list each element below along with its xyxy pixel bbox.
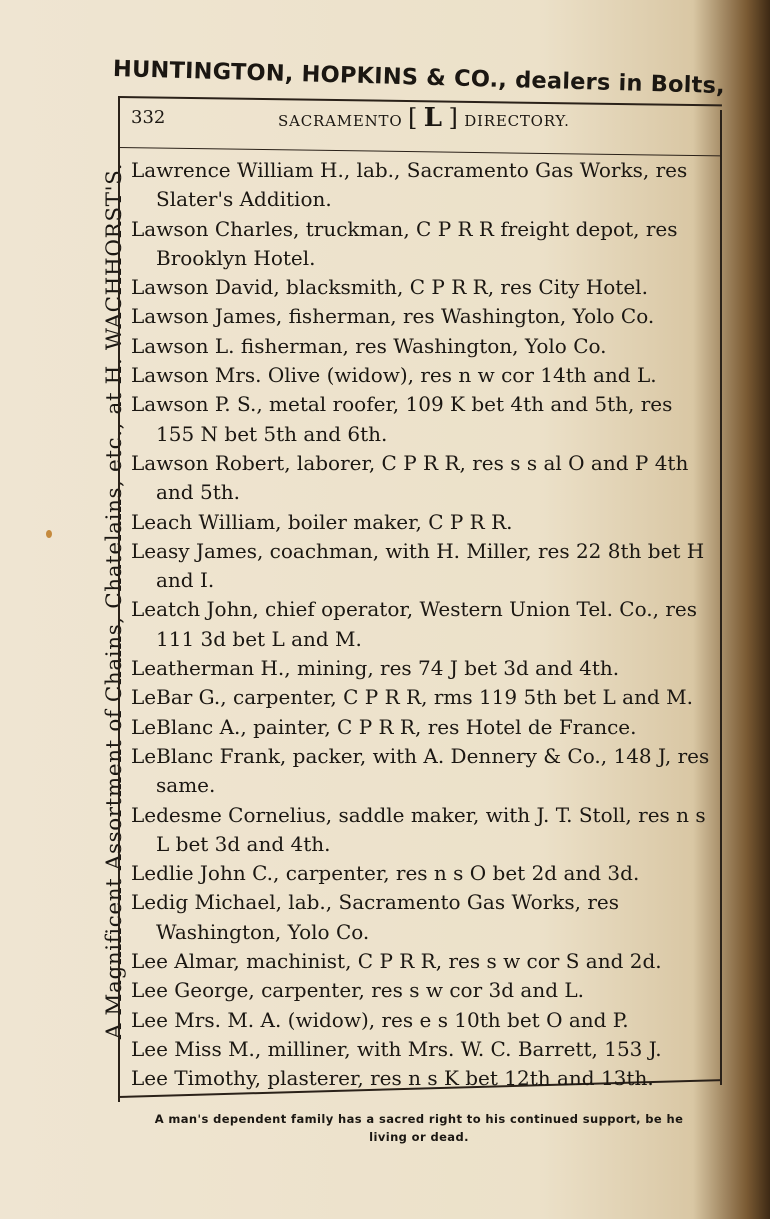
directory-entry: Lee Mrs. M. A. (widow), res e s 10th bet O and P. <box>131 1007 629 1032</box>
header-bracket-close: ] <box>448 104 459 132</box>
page-number: 332 <box>131 107 166 128</box>
header-directory: DIRECTORY. <box>464 112 570 130</box>
header-city: SACRAMENTO <box>278 112 403 130</box>
directory-entry: Lee George, carpenter, res s w cor 3d and L. <box>131 978 584 1003</box>
header-bracket-open: [ <box>408 104 419 132</box>
directory-entries <box>131 156 716 1094</box>
top-advertisement: HUNTINGTON, HOPKINS & CO., dealers in Bolts, <box>112 56 726 100</box>
footer-motto <box>114 1110 724 1146</box>
directory-entry: Leasy James, coachman, with H. Miller, res 22 8th bet H and I. <box>131 538 705 593</box>
directory-entry: Lee Miss M., milliner, with Mrs. W. C. Barrett, 153 J. <box>131 1036 662 1061</box>
directory-entry: Lawson Robert, laborer, C P R R, res s s al O and P 4th and 5th. <box>131 450 689 505</box>
directory-entry: Leach William, boiler maker, C P R R. <box>131 509 513 534</box>
directory-entry: Lawson L. fisherman, res Washington, Yolo Co. <box>131 333 607 358</box>
directory-entry: Lawson David, blacksmith, C P R R, res City Hotel. <box>131 275 648 300</box>
footer-line-2: living or dead. <box>369 1130 469 1144</box>
footer-line-1: A man's dependent family has a sacred right to his continued support, be he <box>154 1112 684 1126</box>
running-header <box>278 103 570 133</box>
directory-entry: Leatherman H., mining, res 74 J bet 3d and 4th. <box>131 656 620 681</box>
page-right-rule <box>720 110 722 1085</box>
directory-entry: Lawson James, fisherman, res Washington, Yolo Co. <box>131 304 655 329</box>
side-advertisement: A Magnificent Assortment of Chains, Chatelains, etc., at H. WACHHORST'S. <box>102 162 127 1040</box>
directory-entry: Ledlie John C., carpenter, res n s O bet 2d and 3d. <box>131 861 640 886</box>
directory-entry: Lee Timothy, plasterer, res n s K bet 12th and 13th. <box>131 1066 654 1091</box>
directory-entry: Leatch John, chief operator, Western Union Tel. Co., res 111 3d bet L and M. <box>131 597 698 651</box>
directory-entry: Lawson Mrs. Olive (widow), res n w cor 14th and L. <box>131 363 657 388</box>
header-section-letter: L <box>423 103 443 133</box>
directory-entry: Lawrence William H., lab., Sacramento Gas Works, res Slater's Addition. <box>131 158 688 212</box>
directory-entry: LeBlanc A., painter, C P R R, res Hotel de France. <box>131 714 637 739</box>
directory-entry: Lawson Charles, truckman, C P R R freight depot, res Brooklyn Hotel. <box>131 216 678 270</box>
directory-entry: Lee Almar, machinist, C P R R, res s w cor S and 2d. <box>131 949 662 974</box>
paper-stain <box>46 530 52 538</box>
directory-entry: LeBar G., carpenter, C P R R, rms 119 5th bet L and M. <box>131 685 693 710</box>
directory-entry: Ledig Michael, lab., Sacramento Gas Works, res Washington, Yolo Co. <box>131 890 620 944</box>
directory-entry: Ledesme Cornelius, saddle maker, with J. T. Stoll, res n s L bet 3d and 4th. <box>131 802 706 856</box>
directory-entry: Lawson P. S., metal roofer, 109 K bet 4th and 5th, res 155 N bet 5th and 6th. <box>131 392 673 446</box>
directory-entry: LeBlanc Frank, packer, with A. Dennery & Co., 148 J, res same. <box>131 743 710 798</box>
